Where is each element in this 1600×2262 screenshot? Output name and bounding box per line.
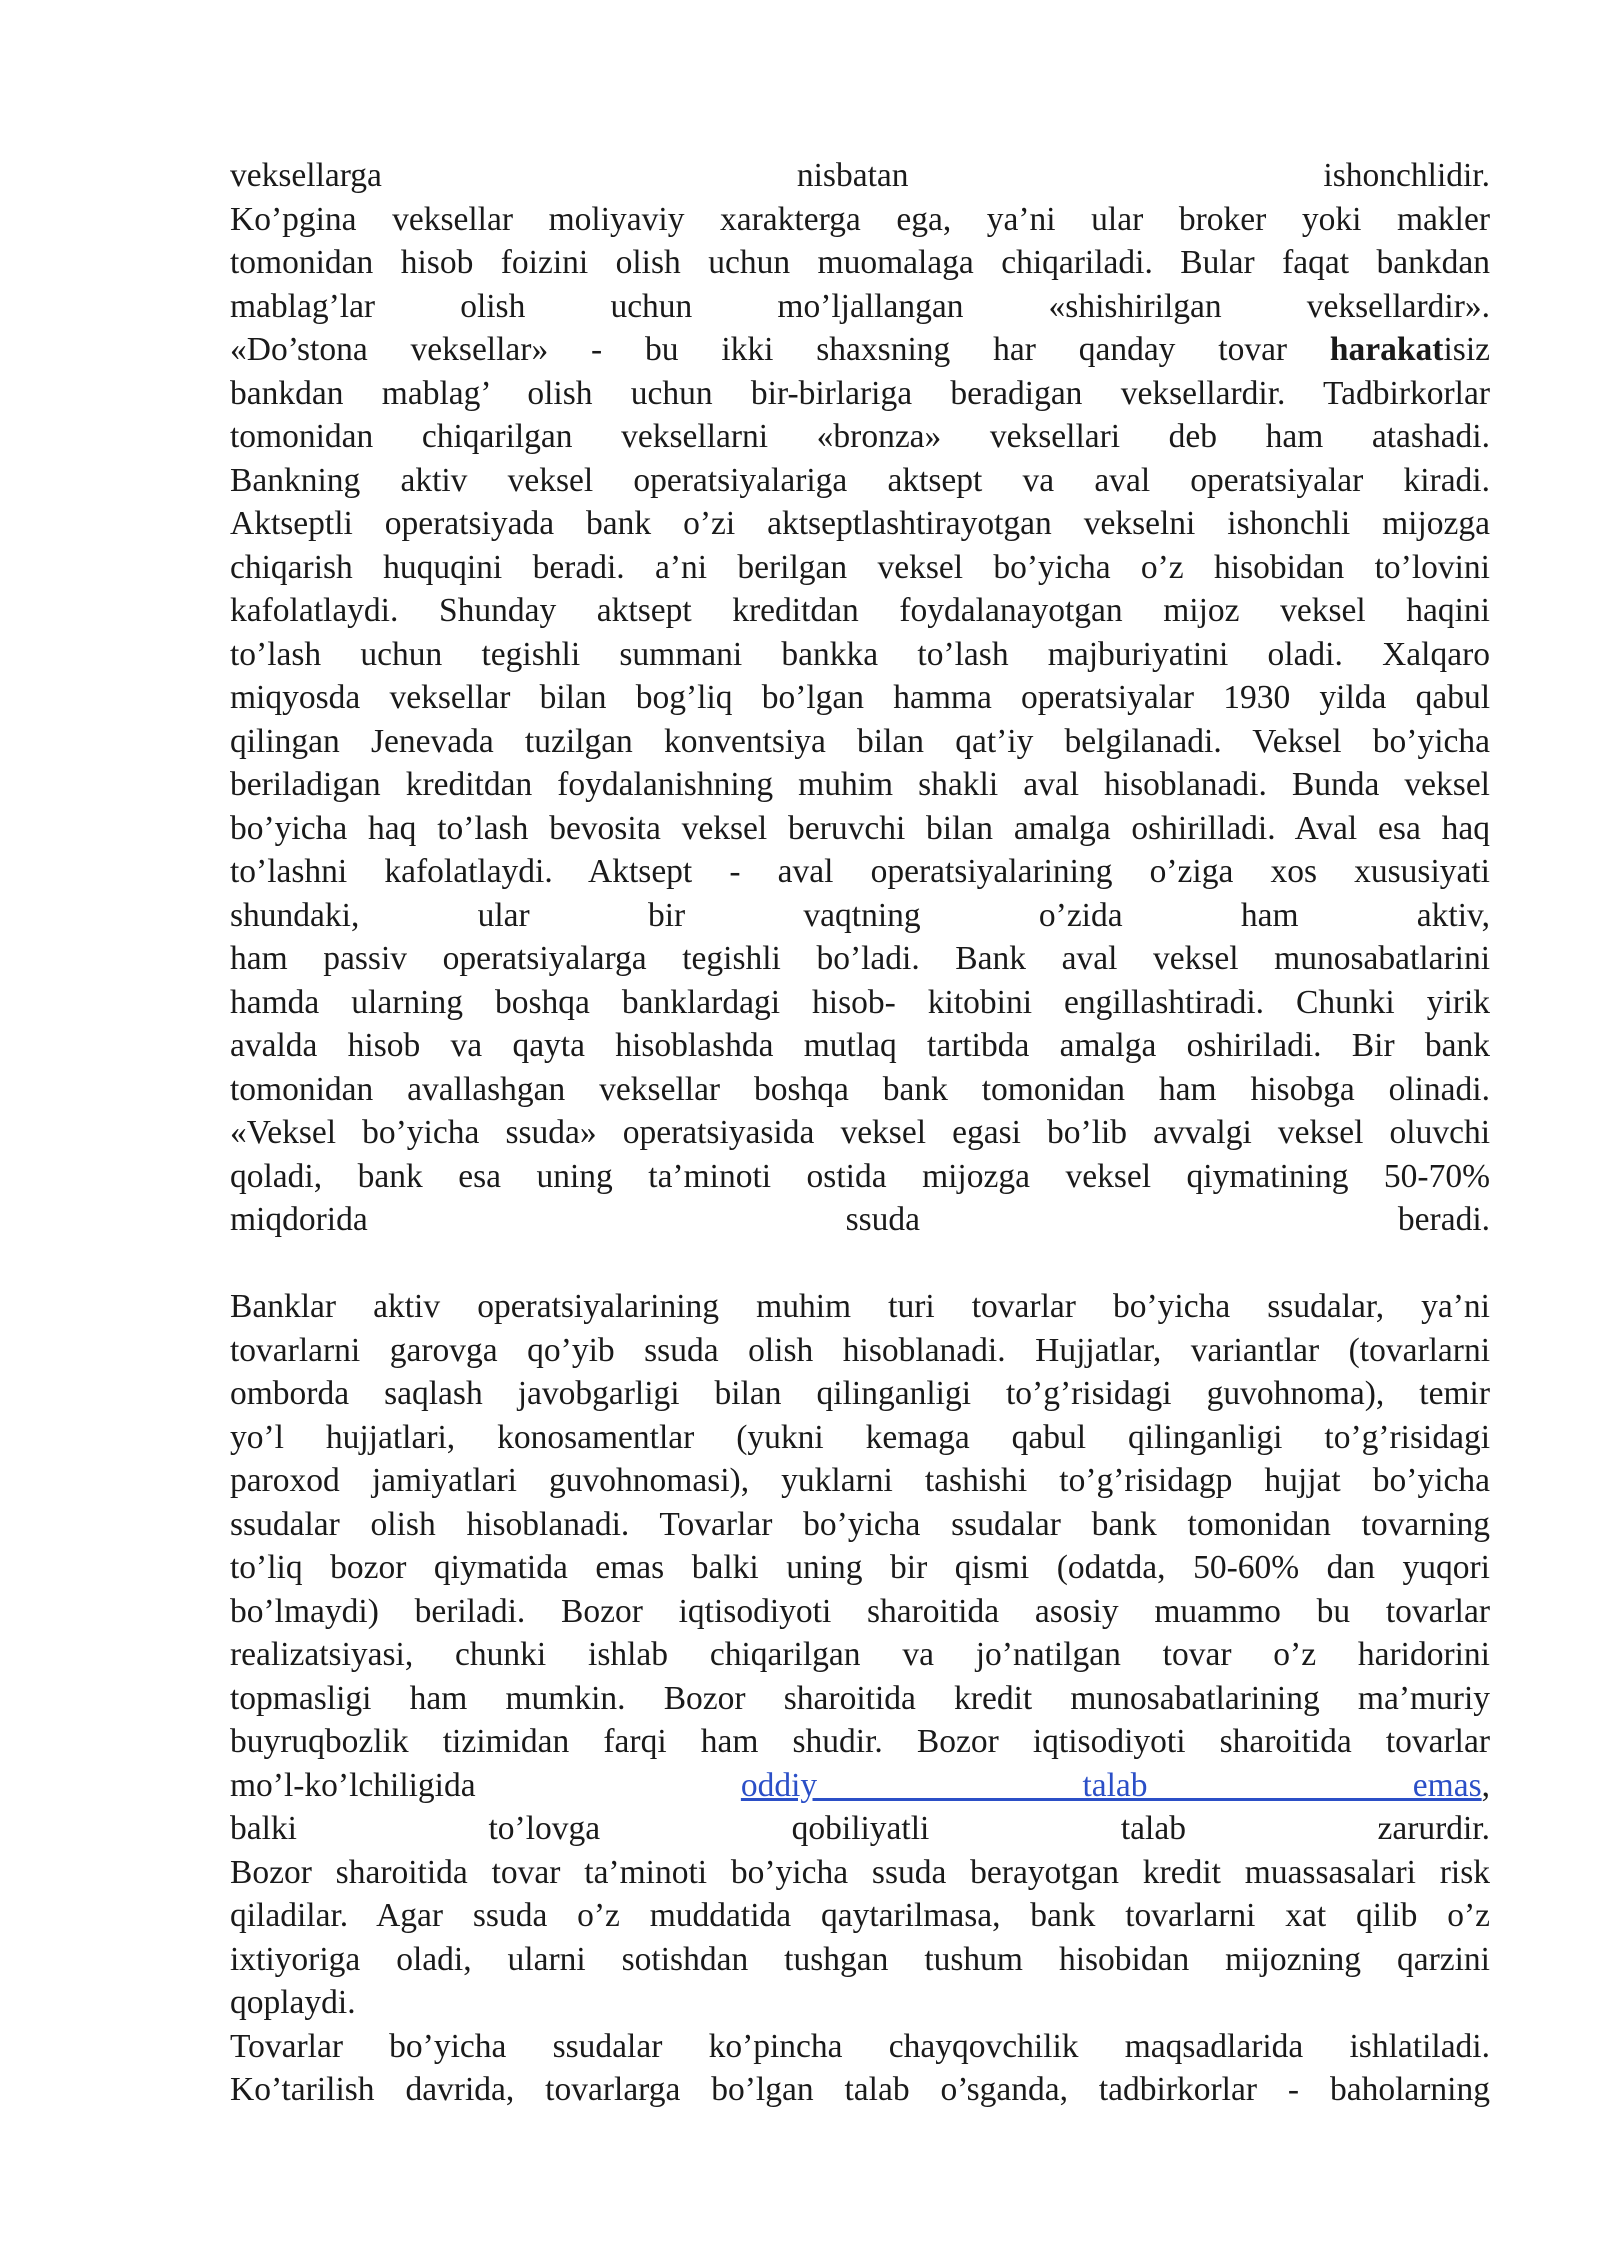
text-line: topmasligi ham mumkin. Bozor sharoitida kredit munosabatlarining ma’muriy bbox=[230, 1679, 1490, 1717]
text-line: «Veksel bo’yicha ssuda» operatsiyasida veksel egasi bo’lib avvalgi veksel oluvchi bbox=[230, 1114, 1490, 1151]
text-line: to’lash uchun tegishli summani bankka to’lash majburiyatini oladi. Xalqaro bbox=[230, 635, 1490, 673]
text-line: buyruqbozlik tizimidan farqi ham shudir. Bozor iqtisodiyoti sharoitida tovarlar bbox=[230, 1723, 1490, 1760]
text-run: isiz bbox=[1443, 331, 1490, 368]
text-line: bo’yicha haq to’lash bevosita veksel beruvchi bilan amalga oshirilladi. Aval esa haq bbox=[230, 809, 1490, 847]
text-line: veksellarga nisbatan ishonchlidir. bbox=[230, 157, 1490, 194]
text-line: ixtiyoriga oladi, ularni sotishdan tushgan tushum hisobidan mijozning qarzini bbox=[230, 1940, 1490, 1978]
text-line: beriladigan kreditdan foydalanishning muhim shakli aval hisoblanadi. Bunda veksel bbox=[230, 766, 1490, 803]
text-line: yo’l hujjatlari, konosamentlar (yukni kemaga qabul qilinganligi to’g’risidagi bbox=[230, 1418, 1490, 1456]
text-line: to’liq bozor qiymatida emas balki uning bir qismi (odatda, 50-60% dan yuqori bbox=[230, 1549, 1490, 1586]
text-line: to’lashni kafolatlaydi. Aktsept - aval operatsiyalarining o’ziga xos xususiyati bbox=[230, 853, 1490, 890]
text-line: avalda hisob va qayta hisoblashda mutlaq tartibda amalga oshiriladi. Bir bank bbox=[230, 1027, 1490, 1064]
text-line: miqdorida ssuda beradi. bbox=[230, 1201, 1490, 1238]
paragraph-chayqovchilik bbox=[230, 2025, 1490, 2112]
text-line: balki to’lovga qobiliyatli talab zarurdir. bbox=[230, 1810, 1490, 1847]
text-run: mo’l-ko’lchiligida bbox=[230, 1766, 741, 1804]
text-line: Ko’pgina veksellar moliyaviy xarakterga ega, ya’ni ular broker yoki makler bbox=[230, 200, 1490, 238]
text-line: qilingan Jenevada tuzilgan konventsiya bilan qat’iy belgilanadi. Veksel bo’yicha bbox=[230, 722, 1490, 760]
text-line: tomonidan chiqarilgan veksellarni «bronza» veksellari deb ham atashadi. bbox=[230, 418, 1490, 455]
text-line: shundaki, ular bir vaqtning o’zida ham aktiv, bbox=[230, 896, 1490, 934]
text-line: hamda ularning boshqa banklardagi hisob- kitobini engillashtiradi. Chunki yirik bbox=[230, 983, 1490, 1021]
paragraph-tovar-ssudalar bbox=[230, 1285, 1490, 2025]
text-line: qiladilar. Agar ssuda o’z muddatida qaytarilmasa, bank tovarlarni xat qilib o’z bbox=[230, 1897, 1490, 1934]
text-line: tomonidan avallashgan veksellar boshqa bank tomonidan ham hisobga olinadi. bbox=[230, 1070, 1490, 1108]
text-line: qoladi, bank esa uning ta’minoti ostida mijozga veksel qiymatining 50-70% bbox=[230, 1157, 1490, 1195]
text-line: mablag’lar olish uchun mo’ljallangan «shishirilgan veksellardir». bbox=[230, 287, 1490, 325]
text-line: tomonidan hisob foizini olish uchun muomalaga chiqariladi. Bular faqat bankdan bbox=[230, 244, 1490, 281]
text-line bbox=[230, 328, 1490, 372]
paragraph-gap bbox=[230, 1242, 1490, 1286]
text-line: Bozor sharoitida tovar ta’minoti bo’yicha ssuda berayotgan kredit muassasalari risk bbox=[230, 1853, 1490, 1891]
text-run: , bbox=[1481, 1766, 1491, 1804]
text-line: Aktseptli operatsiyada bank o’zi aktseptlashtirayotgan vekselni ishonchli mijozga bbox=[230, 505, 1490, 542]
text-line: qoplaydi. bbox=[230, 1984, 356, 2021]
text-line: Tovarlar bo’yicha ssudalar ko’pincha chayqovchilik maqsadlarida ishlatiladi. bbox=[230, 2027, 1490, 2065]
text-line: ham passiv operatsiyalarga tegishli bo’ladi. Bank aval veksel munosabatlarini bbox=[230, 940, 1490, 977]
text-line: ssudalar olish hisoblanadi. Tovarlar bo’yicha ssudalar bank tomonidan tovarning bbox=[230, 1505, 1490, 1543]
text-line: omborda saqlash javobgarligi bilan qilinganligi to’g’risidagi guvohnoma), temir bbox=[230, 1375, 1490, 1412]
text-line: miqyosda veksellar bilan bog’liq bo’lgan hamma operatsiyalar 1930 yilda qabul bbox=[230, 679, 1490, 716]
bold-text: harakat bbox=[1329, 331, 1444, 368]
text-line bbox=[230, 1764, 1490, 1808]
hyperlink-oddiy-talab[interactable]: oddiy talab emas bbox=[740, 1766, 1482, 1804]
document-page bbox=[230, 154, 1490, 2112]
text-line: kafolatlaydi. Shunday aktsept kreditdan foydalanayotgan mijoz veksel haqini bbox=[230, 592, 1490, 629]
paragraph-veksel bbox=[230, 154, 1490, 1242]
text-line: bo’lmaydi) beriladi. Bozor iqtisodiyoti sharoitida asosiy muammo bu tovarlar bbox=[230, 1592, 1490, 1630]
text-line: Bankning aktiv veksel operatsiyalariga aktsept va aval operatsiyalar kiradi. bbox=[230, 461, 1490, 499]
text-line: paroxod jamiyatlari guvohnomasi), yuklarni tashishi to’g’risidagp hujjat bo’yicha bbox=[230, 1462, 1490, 1499]
text-line: Ko’tarilish davrida, tovarlarga bo’lgan talab o’sganda, tadbirkorlar - baholarning bbox=[230, 2071, 1490, 2108]
text-line: chiqarish huquqini beradi. a’ni berilgan veksel bo’yicha o’z hisobidan to’lovini bbox=[230, 548, 1490, 586]
text-line: tovarlarni garovga qo’yib ssuda olish hisoblanadi. Hujjatlar, variantlar (tovarlarni bbox=[230, 1331, 1490, 1369]
text-line: realizatsiyasi, chunki ishlab chiqarilgan va jo’natilgan tovar o’z haridorini bbox=[230, 1636, 1490, 1673]
text-run: «Do’stona veksellar» - bu ikki shaxsning har qanday tovar bbox=[230, 331, 1330, 368]
text-line: Banklar aktiv operatsiyalarining muhim turi tovarlar bo’yicha ssudalar, ya’ni bbox=[230, 1288, 1490, 1325]
text-line: bankdan mablag’ olish uchun bir-birlariga beradigan veksellardir. Tadbirkorlar bbox=[230, 374, 1490, 412]
